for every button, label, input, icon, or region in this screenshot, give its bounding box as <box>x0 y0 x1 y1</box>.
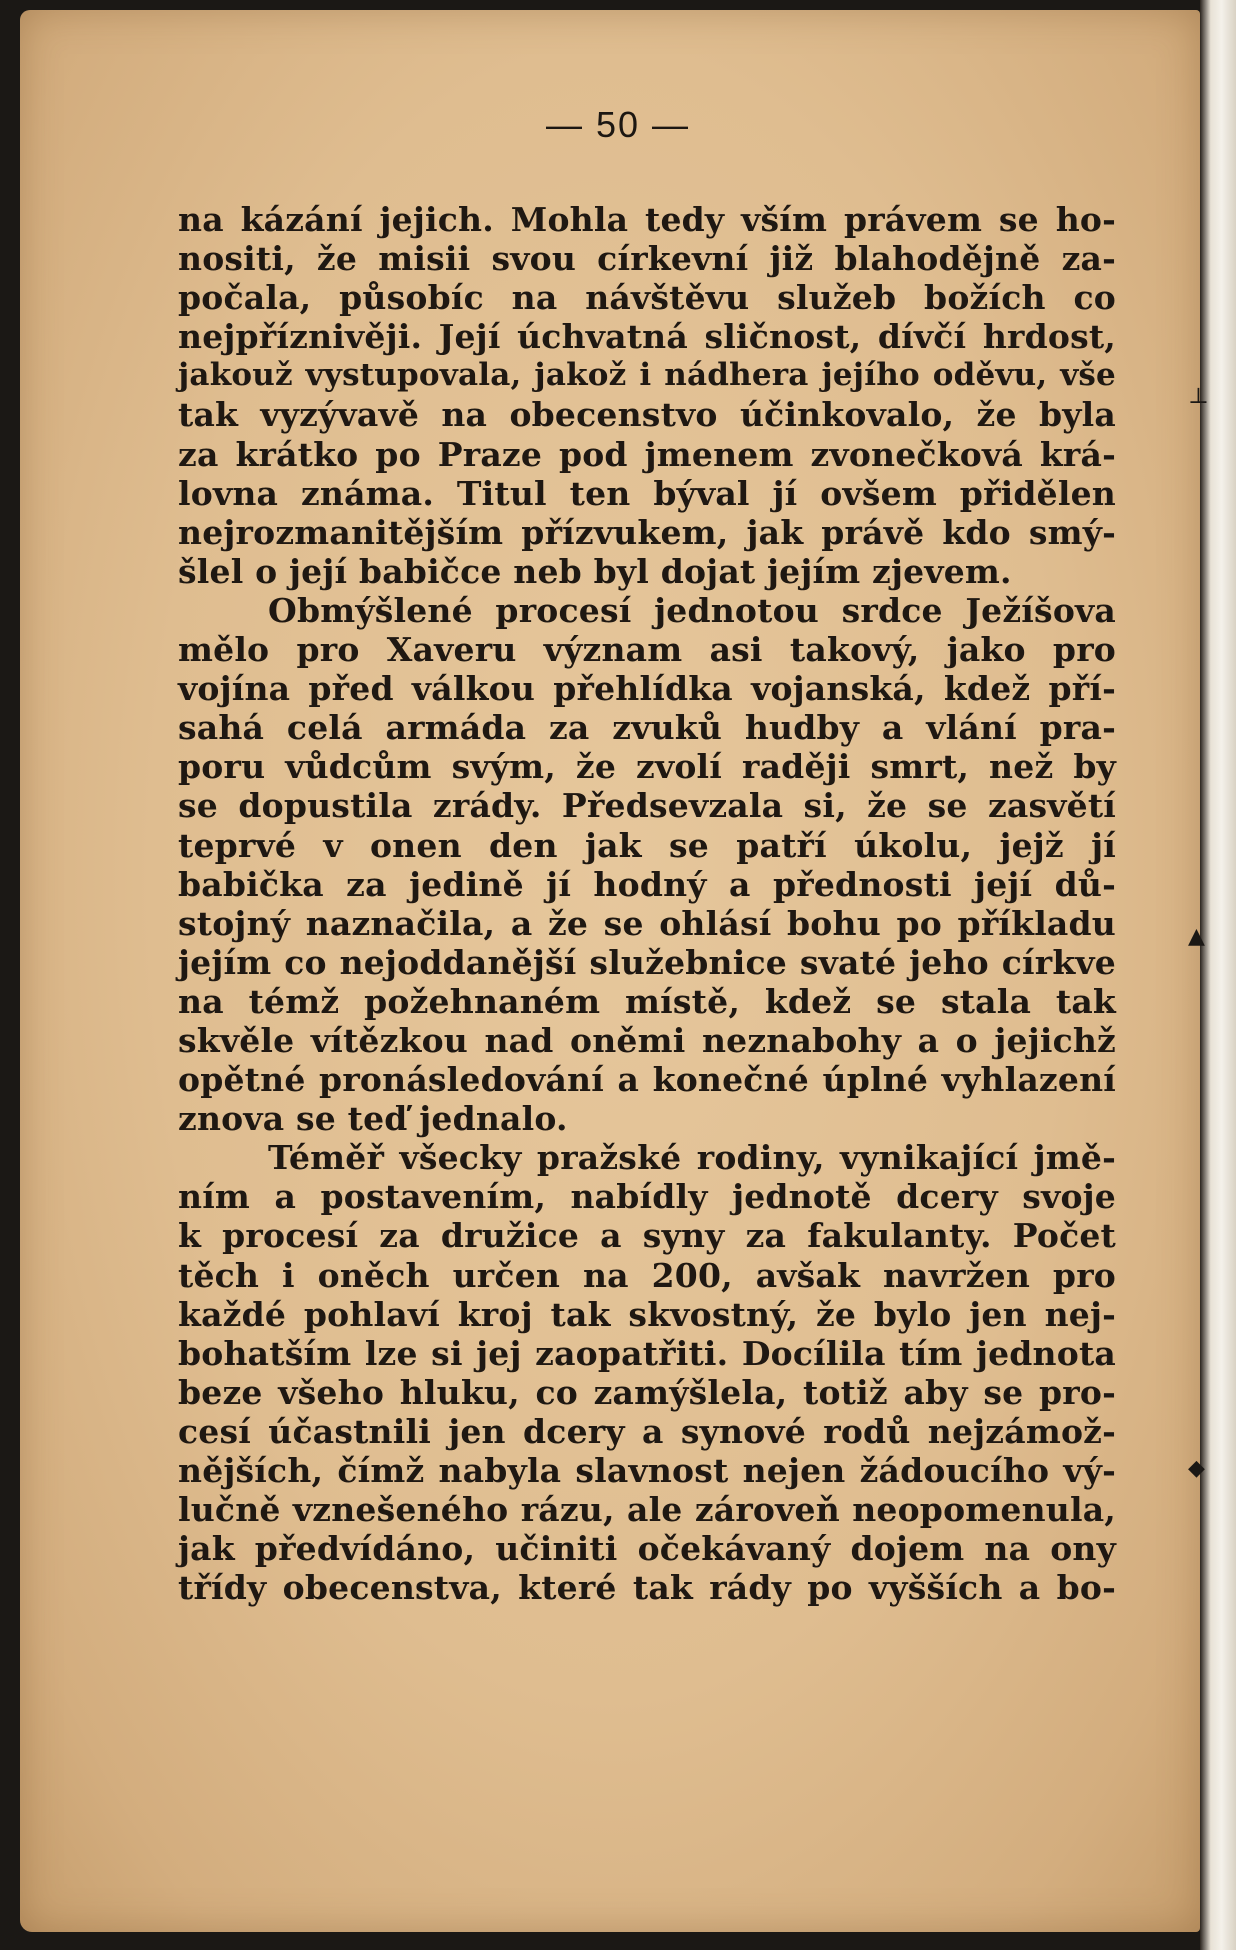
binding-thread-mark: ⊥ <box>1188 384 1209 409</box>
text-line: nejpříznivěji. Její úchvatná sličnost, dívčí hrdost, <box>178 317 1116 357</box>
text-line: tak vyzývavě na obecenstvo účinkovalo, že byla <box>178 395 1116 435</box>
text-line: lovna známa. Titul ten býval jí ovšem přidělen <box>178 473 1116 513</box>
text-line: každé pohlaví kroj tak skvostný, že bylo jen nej- <box>178 1294 1116 1334</box>
page-number: — 50 — <box>545 104 691 145</box>
text-line: lučně vznešeného rázu, ale zároveň neopomenula, <box>178 1490 1116 1530</box>
binding-thread-mark: ▲ <box>1188 924 1205 949</box>
text-line: na kázání jejich. Mohla tedy vším právem se ho- <box>178 200 1116 239</box>
text-line: k procesí za družice a syny za fakulanty. Počet <box>178 1216 1116 1256</box>
text-line: jak předvídáno, učiniti očekávaný dojem na ony <box>178 1529 1116 1569</box>
text-line: se dopustila zrády. Předsevzala si, že se zasvětí <box>178 786 1116 826</box>
text-line: ním a postavením, nabídly jednotě dcery svoje <box>178 1177 1116 1217</box>
text-line: za krátko po Praze pod jmenem zvonečková krá- <box>178 434 1116 474</box>
text-line: babička za jedině jí hodný a přednosti její dů- <box>178 864 1116 904</box>
text-line: sahá celá armáda za zvuků hudby a vlání pra- <box>178 708 1116 748</box>
text-line: nejrozmanitějším přízvukem, jak právě kdo smý- <box>178 512 1116 552</box>
text-line: skvěle vítězkou nad oněmi neznabohy a o jejichž <box>178 1020 1116 1060</box>
binding-thread-mark: ◆ <box>1188 1456 1205 1481</box>
text-line: cesí účastnili jen dcery a synové rodů nejzámož- <box>178 1411 1116 1451</box>
text-line: mělo pro Xaveru význam asi takový, jako pro <box>178 630 1116 670</box>
text-line: jakouž vystupovala, jakož i nádhera jejího oděvu, vše <box>178 357 1116 394</box>
text-line: na témž požehnaném místě, kdež se stala tak <box>178 981 1116 1021</box>
text-line: těch i oněch určen na 200, avšak navržen pro <box>178 1255 1116 1295</box>
text-line: nějších, čímž nabyla slavnost nejen žádoucího vý- <box>178 1451 1116 1490</box>
text-line: Obmýšlené procesí jednotou srdce Ježíšova <box>268 590 1116 630</box>
text-line: třídy obecenstva, které tak rády po vyšších a bo- <box>178 1568 1116 1608</box>
text-line: šlel o její babičce neb byl dojat jejím zjevem. <box>178 551 1012 591</box>
body-text <box>178 200 1116 1607</box>
text-line: nositi, že misii svou církevní již blahodějně za- <box>178 239 1116 279</box>
text-line: jejím co nejoddanější služebnice svaté jeho církve <box>178 942 1116 982</box>
text-line: beze všeho hluku, co zamýšlela, totiž aby se pro- <box>178 1372 1116 1412</box>
text-line: bohatším lze si jej zaopatřiti. Docílila tím jednota <box>178 1333 1116 1373</box>
text-line: znova se teď jednalo. <box>178 1099 568 1139</box>
text-line: teprvé v onen den jak se patří úkolu, jejž jí <box>178 825 1116 865</box>
text-line: vojína před válkou přehlídka vojanská, kdež pří- <box>178 669 1116 709</box>
text-line: poru vůdcům svým, že zvolí raději smrt, než by <box>178 747 1116 787</box>
text-line: Téměř všecky pražské rodiny, vynikající jmě- <box>268 1138 1116 1178</box>
text-line: stojný naznačila, a že se ohlásí bohu po příkladu <box>178 903 1116 943</box>
page-binding-edge <box>1200 0 1236 1950</box>
text-line: opětné pronásledování a konečné úplné vyhlazení <box>178 1060 1116 1100</box>
text-line: počala, působíc na návštěvu služeb božích co <box>178 278 1116 318</box>
